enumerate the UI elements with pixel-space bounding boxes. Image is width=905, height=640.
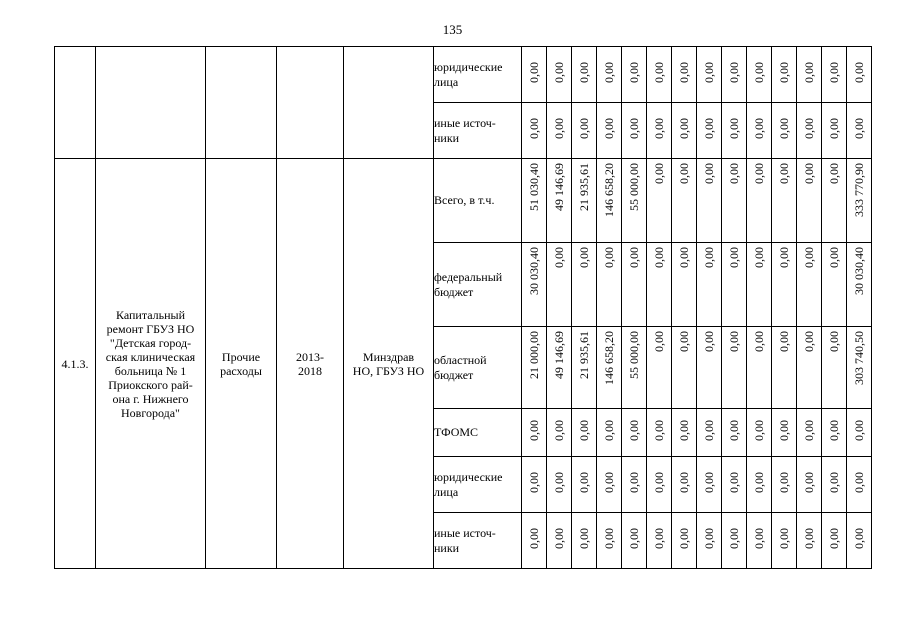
value-text: 30 030,40 <box>852 247 866 295</box>
value-text: 146 658,20 <box>602 163 616 217</box>
value-cell <box>622 457 647 513</box>
value-text: 0,00 <box>802 163 816 184</box>
expense-type: Прочие расходы <box>206 159 277 569</box>
value-cell <box>722 513 747 569</box>
source-cell: федеральный бюджет <box>434 243 522 327</box>
value-text: 0,00 <box>852 118 866 139</box>
value-cell <box>647 457 672 513</box>
value-text: 0,00 <box>602 528 616 549</box>
value-text: 0,00 <box>827 472 841 493</box>
value-text: 0,00 <box>627 62 641 83</box>
value-text: 0,00 <box>702 247 716 268</box>
value-cell <box>647 409 672 457</box>
value-cell <box>772 103 797 159</box>
item-name: Капитальный ремонт ГБУЗ НО "Детская город- ская клиническая больница № 1 Приокского рай- она г. Нижнего Новгорода" <box>96 159 206 569</box>
value-text: 0,00 <box>752 331 766 352</box>
value-cell <box>797 513 822 569</box>
value-cell <box>672 159 697 243</box>
value-text: 0,00 <box>802 472 816 493</box>
value-text: 0,00 <box>552 247 566 268</box>
value-text: 21 935,61 <box>577 163 591 211</box>
prev-period-cell <box>277 47 344 159</box>
value-text: 0,00 <box>727 118 741 139</box>
value-cell <box>722 47 747 103</box>
value-cell <box>572 47 597 103</box>
value-text: 0,00 <box>702 62 716 83</box>
value-cell <box>597 103 622 159</box>
source-cell: иные источ- ники <box>434 513 522 569</box>
value-cell <box>522 327 547 409</box>
page-number: 135 <box>442 22 463 37</box>
value-text: 55 000,00 <box>627 163 641 211</box>
source-cell: иные источ- ники <box>434 103 522 159</box>
value-text: 0,00 <box>552 118 566 139</box>
value-cell <box>547 159 572 243</box>
value-text: 0,00 <box>652 62 666 83</box>
value-text: 0,00 <box>577 528 591 549</box>
source-cell: Всего, в т.ч. <box>434 159 522 243</box>
budget-table-body <box>55 47 872 569</box>
value-text: 0,00 <box>852 420 866 441</box>
value-cell <box>822 243 847 327</box>
value-cell <box>547 409 572 457</box>
value-text: 0,00 <box>652 163 666 184</box>
value-text: 0,00 <box>777 247 791 268</box>
value-text: 0,00 <box>752 62 766 83</box>
value-cell <box>797 47 822 103</box>
value-cell <box>647 327 672 409</box>
value-cell <box>547 513 572 569</box>
value-text: 0,00 <box>677 528 691 549</box>
value-text: 0,00 <box>577 62 591 83</box>
value-cell <box>597 159 622 243</box>
value-cell <box>822 47 847 103</box>
value-cell <box>622 513 647 569</box>
value-cell <box>572 103 597 159</box>
value-cell <box>797 243 822 327</box>
value-text: 51 030,40 <box>527 163 541 211</box>
value-text: 0,00 <box>827 528 841 549</box>
value-cell <box>572 457 597 513</box>
source-cell: юридические лица <box>434 457 522 513</box>
value-text: 0,00 <box>677 118 691 139</box>
value-cell <box>847 243 872 327</box>
value-cell <box>597 47 622 103</box>
source-cell: ТФОМС <box>434 409 522 457</box>
value-cell <box>622 243 647 327</box>
value-cell <box>547 243 572 327</box>
value-text: 0,00 <box>852 62 866 83</box>
value-cell <box>547 103 572 159</box>
value-cell <box>822 513 847 569</box>
value-cell <box>597 409 622 457</box>
value-text: 0,00 <box>527 472 541 493</box>
value-text: 0,00 <box>702 472 716 493</box>
value-text: 0,00 <box>527 528 541 549</box>
value-text: 0,00 <box>727 528 741 549</box>
value-text: 0,00 <box>752 420 766 441</box>
value-text: 0,00 <box>852 528 866 549</box>
value-cell <box>772 47 797 103</box>
prev-expense-cell <box>206 47 277 159</box>
value-cell <box>672 243 697 327</box>
value-cell <box>722 103 747 159</box>
value-text: 0,00 <box>777 62 791 83</box>
value-cell <box>672 103 697 159</box>
value-text: 0,00 <box>777 163 791 184</box>
value-text: 0,00 <box>552 472 566 493</box>
value-cell <box>597 243 622 327</box>
value-text: 0,00 <box>652 247 666 268</box>
value-cell <box>747 159 772 243</box>
value-text: 0,00 <box>777 420 791 441</box>
value-text: 0,00 <box>652 472 666 493</box>
value-cell <box>522 457 547 513</box>
value-text: 0,00 <box>727 420 741 441</box>
value-text: 0,00 <box>577 118 591 139</box>
value-text: 0,00 <box>577 472 591 493</box>
table-row <box>55 159 872 243</box>
value-text: 0,00 <box>602 118 616 139</box>
value-cell <box>697 243 722 327</box>
value-cell <box>697 327 722 409</box>
value-text: 0,00 <box>827 62 841 83</box>
value-text: 0,00 <box>627 528 641 549</box>
value-cell <box>622 409 647 457</box>
value-text: 0,00 <box>802 420 816 441</box>
value-cell <box>797 409 822 457</box>
value-cell <box>722 159 747 243</box>
value-text: 0,00 <box>727 331 741 352</box>
value-cell <box>697 513 722 569</box>
responsible: Минздрав НО, ГБУЗ НО <box>344 159 434 569</box>
value-text: 0,00 <box>677 472 691 493</box>
value-text: 0,00 <box>727 247 741 268</box>
value-cell <box>672 409 697 457</box>
value-cell <box>547 47 572 103</box>
value-cell <box>772 243 797 327</box>
value-text: 0,00 <box>777 528 791 549</box>
value-text: 0,00 <box>527 62 541 83</box>
value-cell <box>847 513 872 569</box>
value-cell <box>722 457 747 513</box>
value-text: 0,00 <box>827 163 841 184</box>
value-text: 0,00 <box>627 420 641 441</box>
value-cell <box>747 457 772 513</box>
value-text: 0,00 <box>752 472 766 493</box>
value-cell <box>572 513 597 569</box>
value-text: 0,00 <box>652 528 666 549</box>
value-text: 0,00 <box>802 528 816 549</box>
value-cell <box>822 327 847 409</box>
budget-table <box>54 46 872 569</box>
value-cell <box>747 327 772 409</box>
value-text: 0,00 <box>627 118 641 139</box>
value-cell <box>747 47 772 103</box>
value-text: 0,00 <box>677 247 691 268</box>
value-cell <box>747 243 772 327</box>
value-text: 0,00 <box>677 420 691 441</box>
value-cell <box>722 409 747 457</box>
value-cell <box>822 103 847 159</box>
value-text: 0,00 <box>827 118 841 139</box>
value-cell <box>822 409 847 457</box>
value-text: 0,00 <box>602 62 616 83</box>
value-cell <box>647 513 672 569</box>
value-cell <box>672 327 697 409</box>
value-text: 0,00 <box>677 62 691 83</box>
value-cell <box>847 409 872 457</box>
value-text: 146 658,20 <box>602 331 616 385</box>
value-text: 333 770,90 <box>852 163 866 217</box>
value-text: 0,00 <box>702 420 716 441</box>
value-text: 0,00 <box>827 247 841 268</box>
value-text: 0,00 <box>652 420 666 441</box>
value-text: 0,00 <box>752 528 766 549</box>
value-text: 0,00 <box>677 331 691 352</box>
value-cell <box>697 457 722 513</box>
value-text: 0,00 <box>602 472 616 493</box>
source-cell: юридические лица <box>434 47 522 103</box>
value-text: 0,00 <box>652 118 666 139</box>
value-text: 0,00 <box>527 118 541 139</box>
value-cell <box>597 513 622 569</box>
value-text: 0,00 <box>552 62 566 83</box>
value-cell <box>547 327 572 409</box>
value-cell <box>647 47 672 103</box>
source-cell: областной бюджет <box>434 327 522 409</box>
value-cell <box>572 159 597 243</box>
value-cell <box>772 457 797 513</box>
value-text: 0,00 <box>727 62 741 83</box>
value-cell <box>747 103 772 159</box>
value-text: 0,00 <box>602 420 616 441</box>
value-cell <box>797 327 822 409</box>
value-text: 0,00 <box>702 163 716 184</box>
value-cell <box>797 103 822 159</box>
value-cell <box>672 513 697 569</box>
value-text: 0,00 <box>727 163 741 184</box>
value-cell <box>847 327 872 409</box>
value-cell <box>622 159 647 243</box>
prev-name-cell <box>96 47 206 159</box>
value-cell <box>772 327 797 409</box>
value-text: 0,00 <box>552 528 566 549</box>
value-cell <box>722 327 747 409</box>
value-cell <box>672 457 697 513</box>
value-cell <box>747 409 772 457</box>
value-text: 0,00 <box>802 62 816 83</box>
value-cell <box>847 103 872 159</box>
value-cell <box>622 47 647 103</box>
value-cell <box>522 243 547 327</box>
value-text: 21 935,61 <box>577 331 591 379</box>
value-text: 0,00 <box>777 331 791 352</box>
value-cell <box>572 409 597 457</box>
value-cell <box>797 457 822 513</box>
value-cell <box>622 327 647 409</box>
value-text: 0,00 <box>727 472 741 493</box>
value-text: 0,00 <box>652 331 666 352</box>
value-text: 21 000,00 <box>527 331 541 379</box>
value-text: 0,00 <box>627 247 641 268</box>
value-cell <box>772 409 797 457</box>
value-cell <box>822 457 847 513</box>
value-text: 55 000,00 <box>627 331 641 379</box>
value-cell <box>522 513 547 569</box>
period: 2013- 2018 <box>277 159 344 569</box>
value-cell <box>822 159 847 243</box>
value-cell <box>697 103 722 159</box>
value-cell <box>722 243 747 327</box>
value-text: 0,00 <box>777 472 791 493</box>
value-cell <box>772 159 797 243</box>
value-text: 0,00 <box>802 118 816 139</box>
value-text: 0,00 <box>702 528 716 549</box>
value-text: 0,00 <box>752 163 766 184</box>
value-text: 0,00 <box>777 118 791 139</box>
value-text: 0,00 <box>852 472 866 493</box>
value-text: 0,00 <box>577 420 591 441</box>
value-cell <box>797 159 822 243</box>
value-cell <box>647 103 672 159</box>
value-cell <box>847 159 872 243</box>
item-number: 4.1.3. <box>55 159 96 569</box>
value-cell <box>772 513 797 569</box>
value-text: 0,00 <box>677 163 691 184</box>
value-cell <box>847 457 872 513</box>
value-cell <box>647 243 672 327</box>
value-cell <box>572 327 597 409</box>
value-cell <box>597 327 622 409</box>
value-text: 0,00 <box>702 331 716 352</box>
value-text: 0,00 <box>802 247 816 268</box>
prev-responsible-cell <box>344 47 434 159</box>
value-text: 0,00 <box>827 420 841 441</box>
value-cell <box>522 409 547 457</box>
value-cell <box>597 457 622 513</box>
value-text: 49 146,69 <box>552 163 566 211</box>
value-text: 0,00 <box>702 118 716 139</box>
value-text: 0,00 <box>827 331 841 352</box>
value-text: 0,00 <box>752 247 766 268</box>
value-cell <box>697 409 722 457</box>
value-cell <box>697 47 722 103</box>
value-cell <box>697 159 722 243</box>
value-text: 0,00 <box>552 420 566 441</box>
value-text: 0,00 <box>527 420 541 441</box>
value-cell <box>622 103 647 159</box>
value-text: 0,00 <box>627 472 641 493</box>
value-cell <box>522 47 547 103</box>
value-cell <box>522 159 547 243</box>
value-text: 30 030,40 <box>527 247 541 295</box>
value-text: 49 146,69 <box>552 331 566 379</box>
value-text: 0,00 <box>802 331 816 352</box>
value-text: 0,00 <box>577 247 591 268</box>
value-text: 303 740,50 <box>852 331 866 385</box>
value-cell <box>847 47 872 103</box>
value-cell <box>647 159 672 243</box>
value-cell <box>747 513 772 569</box>
value-text: 0,00 <box>752 118 766 139</box>
value-text: 0,00 <box>602 247 616 268</box>
value-cell <box>672 47 697 103</box>
value-cell <box>522 103 547 159</box>
value-cell <box>572 243 597 327</box>
value-cell <box>547 457 572 513</box>
prev-number-cell <box>55 47 96 159</box>
table-row <box>55 47 872 103</box>
